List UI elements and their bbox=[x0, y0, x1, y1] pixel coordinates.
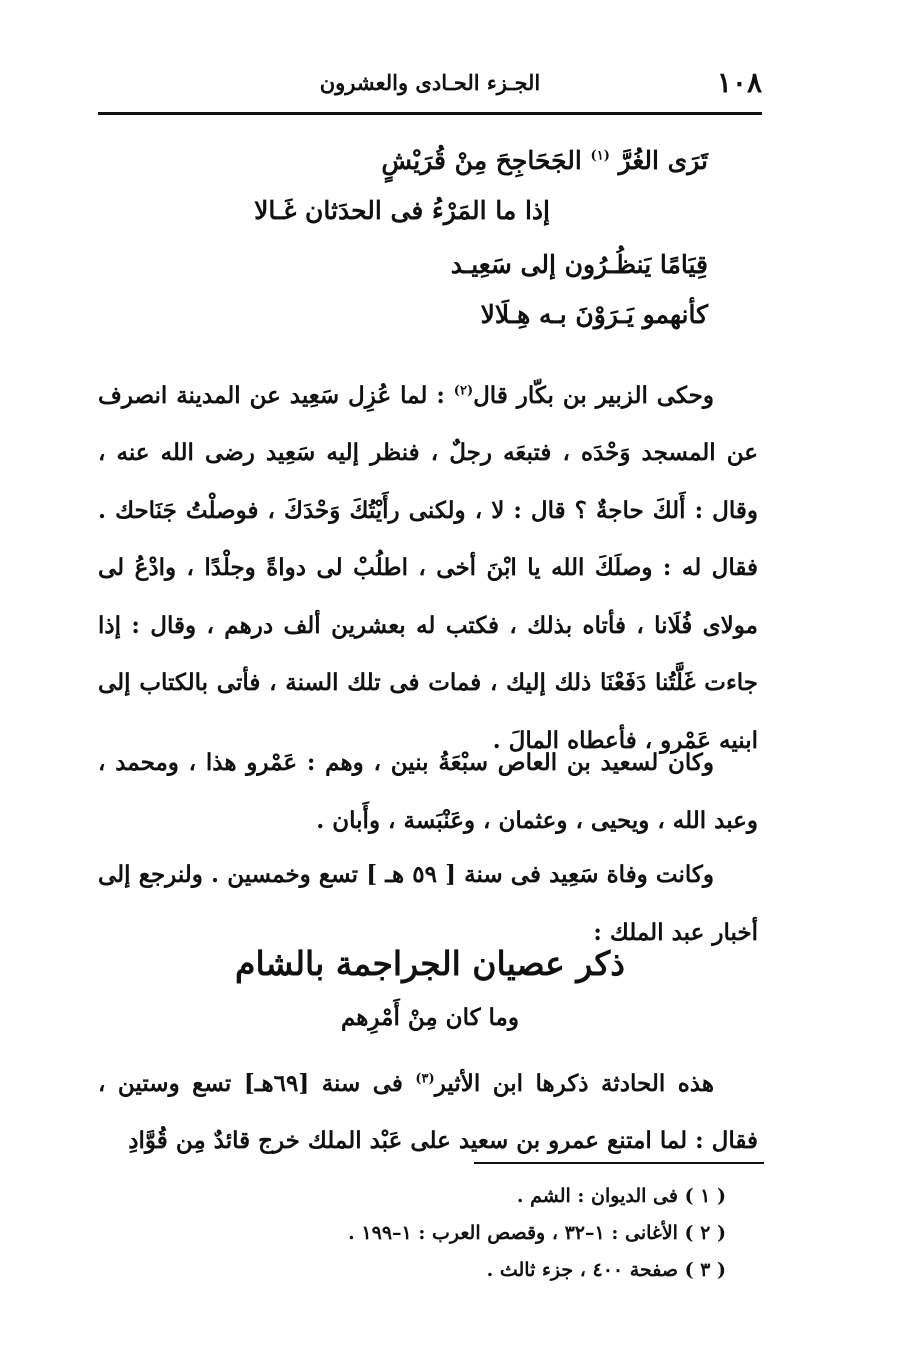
page-number: ١٠٨ bbox=[716, 66, 762, 99]
section-title: ذكر عصيان الجراجمة بالشام bbox=[235, 944, 625, 983]
paragraph bbox=[98, 362, 758, 769]
paragraph-text: وكانت وفاة سَعِيد فى سنة [ ٥٩ هـ ] تسع وخمسين . ولنرجع إلى أخبار عبد الملك : bbox=[98, 861, 758, 946]
verse-line: كأنهمو يَـرَوْنَ بـه هِـلَالا bbox=[480, 300, 708, 329]
paragraph bbox=[98, 1050, 758, 1170]
page-header bbox=[98, 62, 762, 102]
verse-line: قِيَامًا يَنظُـرُون إلى سَعِيـد bbox=[450, 250, 708, 279]
running-title: الجـزء الحـادى والعشرون bbox=[319, 70, 541, 95]
footnote: ( ٢ ) الأغانى : ١–٣٢ ، وقصص العرب : ١–١٩٩ . bbox=[348, 1222, 726, 1244]
footnote: ( ١ ) فى الديوان : الشم . bbox=[516, 1185, 726, 1207]
paragraph-text: هذه الحادثة ذكرها ابن الأثير$^{(٣)}$ فى سنة [٦٩هـ] تسع وستين ، فقال : لما امتنع عمرو بن سعيد على عَبْد الملك خرج قائدٌ مِن قُوَّادِ bbox=[98, 1069, 758, 1155]
footnote: ( ٣ ) صفحة ٤٠٠ ، جزء ثالث . bbox=[486, 1259, 726, 1281]
verse-line: إذا ما المَرْءُ فى الحدَثان غَـالا bbox=[254, 196, 550, 225]
paragraph-text: وحكى الزبير بن بكّار قال$^{(٢)}$ : لما عُزِل سَعِيد عن المدينة انصرف عن المسجد وَحْدَه ، فتبعَه رجلٌ ، فنظر إليه سَعِيد رضى الله عنه ، وقال : أَلكَ حاجةٌ ؟ قال : لا ، ولكنى رأَيْتُكَ وَحْدَكَ ، فوصلْتُ جَنَاحك . فقال له : وصلَكَ الله يا ابْنَ أخى ، اطلُبْ لى دواةً وجلْدًا ، وادْعُ لى مولاى فُلَانا ، فأتاه بذلك ، فكتب له بعشرين ألف درهم ، وقال : إذا جاءت غَلَّتُنا دَفَعْنَا ذلك إليك ، فمات فى تلك السنة ، فأتى بالكتاب إلى ابنيه عَمْرو ، فأعطاه المالَ . bbox=[98, 381, 758, 754]
section-subtitle: وما كان مِنْ أَمْرِهم bbox=[341, 1004, 519, 1031]
footnotes bbox=[286, 1178, 726, 1289]
paragraph bbox=[98, 734, 758, 849]
verse-line: تَرَى الغُرَّ $^{(١)}$ الجَحَاجِحَ مِنْ قُرَيْشٍ bbox=[381, 146, 708, 175]
paragraph-text: وكان لسعيد بن العاص سبْعَةُ بنين ، وهم : عَمْرو هذا ، ومحمد ، وعبد الله ، ويحيى ، وعثمان ، وعَنْبَسة ، وأَبان . bbox=[98, 749, 758, 834]
footnote-rule bbox=[474, 1162, 764, 1164]
header-rule bbox=[98, 112, 762, 115]
